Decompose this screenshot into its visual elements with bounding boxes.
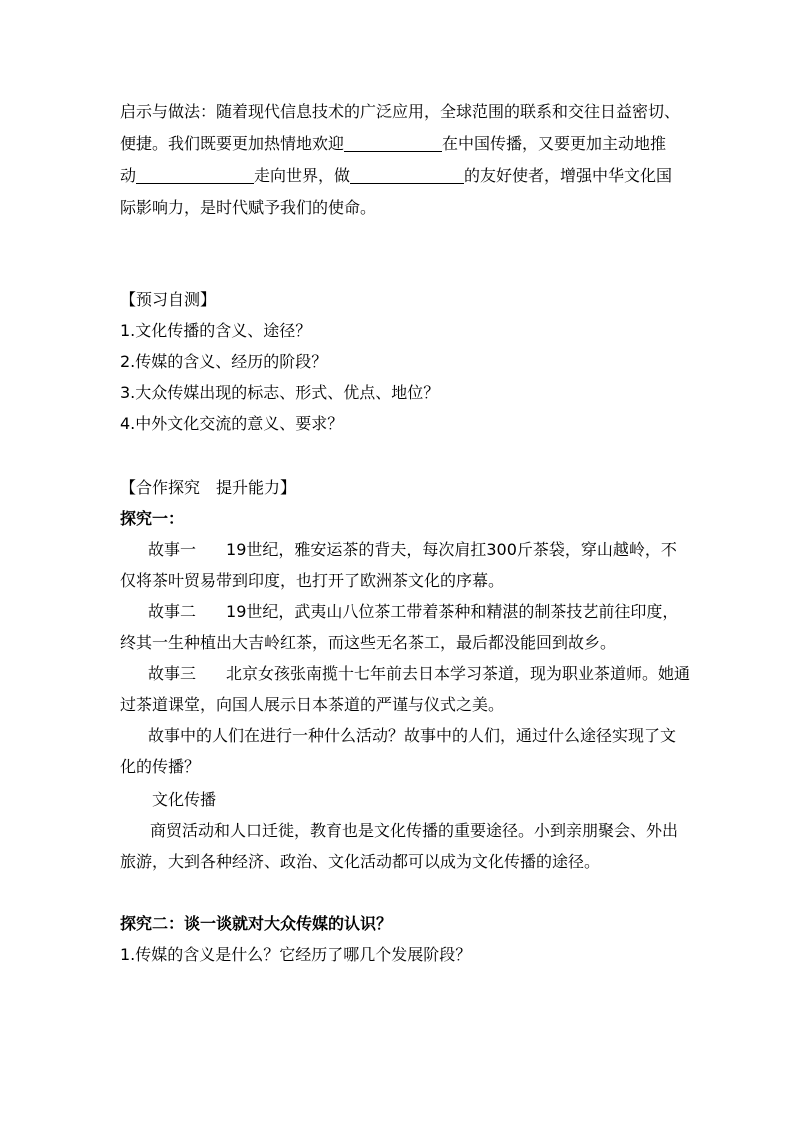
story-2-line-2: 终其一生种植出大吉岭红茶，而这些无名茶工，最后都没能回到故乡。 <box>120 633 617 652</box>
fill-blank-2[interactable] <box>136 167 254 184</box>
fill-blank-1[interactable] <box>344 135 442 152</box>
preview-question-1: 1.文化传播的含义、途径？ <box>120 321 312 340</box>
story-2-label: 故事二 <box>148 602 197 621</box>
explore-1-heading: 探究一： <box>120 509 185 528</box>
preview-heading: 【预习自测】 <box>120 290 217 309</box>
fill-blank-3[interactable] <box>350 167 464 184</box>
intro-line-4: 际影响力，是时代赋予我们的使命。 <box>120 198 377 217</box>
explore-2-question-1: 1.传媒的含义是什么？它经历了哪几个发展阶段？ <box>120 945 472 964</box>
answer-line-2: 旅游，大到各种经济、政治、文化活动都可以成为文化传播的途径。 <box>120 852 601 871</box>
story-3-line-1 <box>148 664 690 684</box>
story-3-text: 北京女孩张南揽十七年前去日本学习茶道，现为职业茶道师。她通 <box>226 664 691 683</box>
story-1-label: 故事一 <box>148 540 197 559</box>
question-line-1: 故事中的人们在进行一种什么活动？故事中的人们，通过什么途径实现了文 <box>148 726 677 745</box>
coop-heading: 【合作探究 提升能力】 <box>120 478 297 497</box>
story-1-text: 19世纪，雅安运茶的背夫，每次肩扛300斤茶袋，穿山越岭，不 <box>226 540 677 559</box>
story-3-label: 故事三 <box>148 664 197 683</box>
intro-text: 便捷。我们既要更加热情地欢迎 <box>120 134 345 153</box>
story-3-line-2: 过茶道课堂，向国人展示日本茶道的严谨与仪式之美。 <box>120 695 505 714</box>
story-2-text: 19世纪，武夷山八位茶工带着茶种和精湛的制茶技艺前往印度， <box>226 602 679 621</box>
intro-line-3 <box>120 166 672 186</box>
intro-text: 动 <box>120 166 137 185</box>
preview-question-3: 3.大众传媒出现的标志、形式、优点、地位？ <box>120 383 440 402</box>
answer-line-1: 商贸活动和人口迁徙，教育也是文化传播的重要途径。小到亲朋聚会、外出 <box>150 821 679 840</box>
intro-text: 在中国传播，又要更加主动地推 <box>442 134 667 153</box>
story-1-line-1 <box>148 540 677 560</box>
preview-question-2: 2.传媒的含义、经历的阶段？ <box>120 352 328 371</box>
story-2-line-1 <box>148 602 678 622</box>
intro-line-1: 启示与做法：随着现代信息技术的广泛应用，全球范围的联系和交往日益密切、 <box>120 102 681 121</box>
intro-line-2 <box>120 134 666 154</box>
explore-2-heading: 探究二：谈一谈就对大众传媒的认识？ <box>120 914 393 933</box>
question-line-2: 化的传播？ <box>120 757 201 776</box>
intro-text: 走向世界，做 <box>254 166 351 185</box>
preview-question-4: 4.中外文化交流的意义、要求？ <box>120 414 344 433</box>
intro-text: 的友好使者，增强中华文化国 <box>464 166 673 185</box>
story-1-line-2: 仅将茶叶贸易带到印度，也打开了欧洲茶文化的序幕。 <box>120 571 505 590</box>
answer-title: 文化传播 <box>152 790 217 809</box>
